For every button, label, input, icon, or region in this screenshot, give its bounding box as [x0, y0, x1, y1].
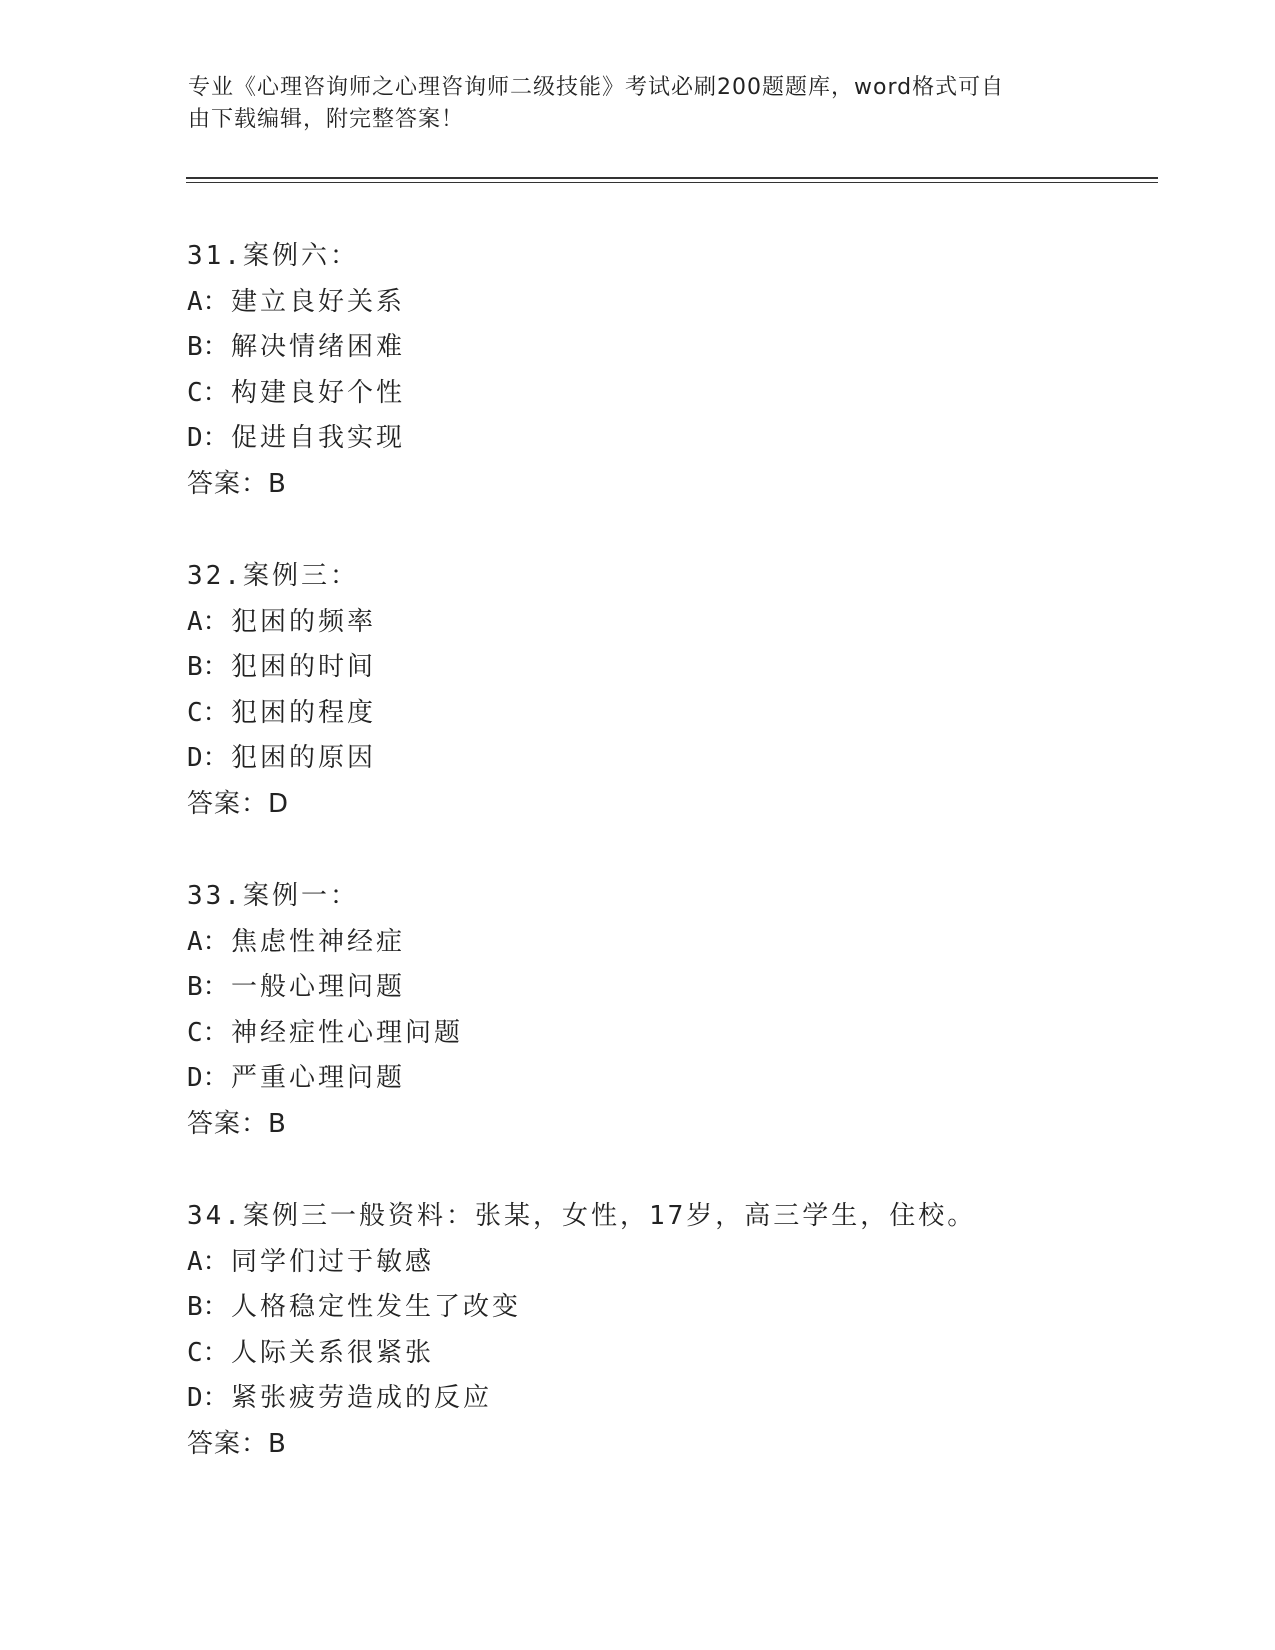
option-text: 同学们过于敏感	[231, 1246, 435, 1277]
question-34	[187, 1194, 1187, 1514]
option-a	[187, 600, 1187, 646]
option-text: 神经症性心理问题	[231, 1017, 464, 1048]
question-title: 33.案例一：	[187, 881, 359, 911]
option-letter: B：	[187, 652, 229, 682]
option-text: 一般心理问题	[231, 972, 406, 1002]
question-title: 32.案例三：	[187, 561, 359, 591]
option-letter: D：	[187, 743, 229, 773]
option-text: 犯困的程度	[231, 697, 377, 728]
header-divider-thick	[186, 177, 1158, 179]
option-letter: D：	[187, 1063, 229, 1093]
option-text: 人际关系很紧张	[231, 1337, 435, 1368]
option-text: 犯困的原因	[231, 743, 377, 773]
question-33	[187, 874, 1187, 1194]
option-b	[187, 965, 1187, 1011]
question-31	[187, 234, 1187, 554]
option-c	[187, 691, 1187, 737]
option-text: 促进自我实现	[231, 423, 406, 453]
answer-line: 答案：B	[187, 1428, 287, 1459]
option-letter: B：	[187, 1292, 229, 1322]
option-text: 建立良好关系	[231, 286, 406, 317]
option-d	[187, 1376, 1187, 1422]
option-letter: A：	[187, 606, 229, 637]
option-text: 犯困的时间	[231, 652, 377, 682]
option-a	[187, 1240, 1187, 1286]
option-d	[187, 416, 1187, 462]
option-letter: A：	[187, 926, 229, 957]
option-letter: C：	[187, 377, 229, 408]
option-d	[187, 736, 1187, 782]
answer-line: 答案：B	[187, 1108, 287, 1139]
option-text: 解决情绪困难	[231, 332, 406, 362]
question-32	[187, 554, 1187, 874]
option-text: 紧张疲劳造成的反应	[231, 1383, 493, 1413]
option-c	[187, 1011, 1187, 1057]
header-line-2: 由下载编辑，附完整答案！	[188, 107, 465, 132]
option-text: 人格稳定性发生了改变	[231, 1292, 522, 1322]
header-divider-thin	[186, 182, 1158, 183]
option-letter: A：	[187, 286, 229, 317]
option-a	[187, 280, 1187, 326]
option-text: 焦虑性神经症	[231, 926, 406, 957]
option-b	[187, 645, 1187, 691]
option-letter: B：	[187, 972, 229, 1002]
option-d	[187, 1056, 1187, 1102]
question-title: 34.案例三一般资料：张某，女性，17岁，高三学生，住校。	[187, 1201, 977, 1231]
option-letter: D：	[187, 423, 229, 453]
option-c	[187, 371, 1187, 417]
header-line-1: 专业《心理咨询师之心理咨询师二级技能》考试必刷200题题库，word格式可自	[188, 75, 1005, 100]
option-letter: C：	[187, 697, 229, 728]
option-letter: B：	[187, 332, 229, 362]
option-c	[187, 1331, 1187, 1377]
document-header	[188, 72, 1068, 136]
option-text: 严重心理问题	[231, 1063, 406, 1093]
option-letter: D：	[187, 1383, 229, 1413]
answer-line: 答案：D	[187, 788, 290, 819]
option-text: 构建良好个性	[231, 377, 406, 408]
option-a	[187, 920, 1187, 966]
option-letter: C：	[187, 1337, 229, 1368]
option-b	[187, 325, 1187, 371]
option-letter: C：	[187, 1017, 229, 1048]
option-text: 犯困的频率	[231, 606, 377, 637]
option-letter: A：	[187, 1246, 229, 1277]
answer-line: 答案：B	[187, 468, 287, 499]
question-title: 31.案例六：	[187, 241, 359, 271]
question-list	[187, 234, 1187, 1514]
option-b	[187, 1285, 1187, 1331]
